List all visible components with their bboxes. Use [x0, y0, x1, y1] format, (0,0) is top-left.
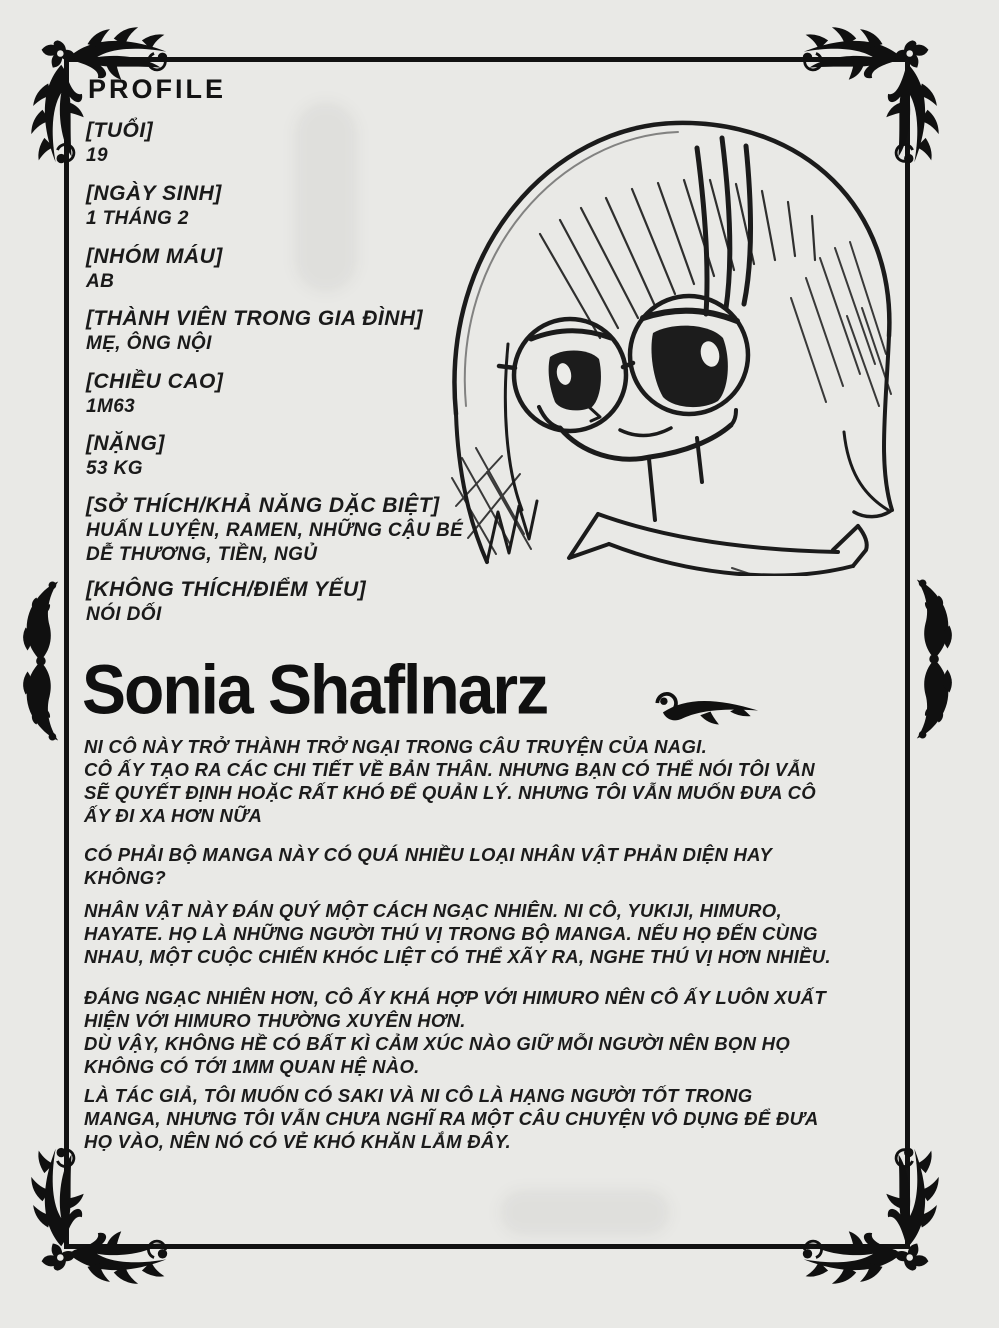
paragraph-line: CÔ ẤY TẠO RA CÁC CHI TIẾT VỀ BẢN THÂN. NHƯNG BẠN CÓ THỂ NÓI TÔI VẪN	[84, 759, 815, 780]
edge-flourish-left-icon	[16, 568, 62, 754]
field-label: [THÀNH VIÊN TRONG GIA ĐÌNH]	[86, 307, 424, 330]
scan-smudge	[295, 102, 357, 292]
field-label: [NGÀY SINH]	[86, 182, 222, 205]
field-label: [SỞ THÍCH/KHẢ NĂNG DẶC BIỆT]	[86, 494, 440, 517]
field-value-line: AB	[86, 271, 115, 292]
edge-flourish-right-icon	[913, 566, 959, 752]
profile-field-birthday	[86, 181, 222, 231]
paragraph-line: HAYATE. HỌ LÀ NHỮNG NGƯỜI THÚ VỊ TRONG BỘ MANGA. NẾU HỌ ĐẾN CÙNG	[84, 923, 818, 944]
corner-flourish-bottom-right-icon	[800, 1145, 950, 1295]
paragraph-line: HIỆN VỚI HIMURO THƯỜNG XUYÊN HƠN.	[84, 1010, 466, 1031]
paragraph-line: HỌ VÀO, NÊN NÓ CÓ VẺ KHÓ KHĂN LẮM ĐÂY.	[84, 1131, 511, 1152]
paragraph-line: SẼ QUYẾT ĐỊNH HOẶC RẤT KHÓ ĐỂ QUẢN LÝ. NHƯNG TÔI VẪN MUỐN ĐƯA CÔ	[84, 782, 816, 803]
field-value-line: DỄ THƯƠNG, TIỀN, NGỦ	[86, 544, 318, 565]
paragraph-line: ĐÁNG NGẠC NHIÊN HƠN, CÔ ẤY KHÁ HỢP VỚI HIMURO NÊN CÔ ẤY LUÔN XUẤT	[84, 987, 826, 1008]
paragraph-line: MANGA, NHƯNG TÔI VẪN CHƯA NGHĨ RA MỘT CÂU CHUYỆN VÔ DỤNG ĐỂ ĐƯA	[84, 1108, 819, 1129]
paragraph-line: CÓ PHẢI BỘ MANGA NÀY CÓ QUÁ NHIỀU LOẠI NHÂN VẬT PHẢN DIỆN HAY	[84, 844, 773, 865]
paragraph	[84, 986, 826, 1078]
field-value-line: 1M63	[86, 396, 136, 417]
paragraph-line: NHÂN VẬT NÀY ĐÁN QUÝ MỘT CÁCH NGẠC NHIÊN. NI CÔ, YUKIJI, HIMURO,	[84, 900, 782, 921]
profile-field-age	[86, 118, 153, 168]
profile-field-dislikes	[86, 577, 366, 627]
paragraph-line: LÀ TÁC GIẢ, TÔI MUỐN CÓ SAKI VÀ NI CÔ LÀ HẠNG NGƯỜI TỐT TRONG	[84, 1085, 753, 1106]
paragraph	[84, 899, 831, 968]
paragraph	[84, 843, 772, 889]
field-value-line: 53 KG	[86, 458, 143, 479]
paragraph	[84, 1084, 819, 1153]
paragraph-line: ẤY ĐI XA HƠN NỮA	[84, 805, 263, 826]
field-label: [NHÓM MÁU]	[86, 245, 223, 268]
field-value-line: 1 THÁNG 2	[86, 208, 189, 229]
scan-smudge	[500, 1190, 670, 1235]
field-value-line: NÓI DỐI	[86, 604, 162, 625]
field-value-line: HUẤN LUYỆN, RAMEN, NHỮNG CẬU BÉ	[86, 520, 464, 541]
field-label: [KHÔNG THÍCH/ĐIỂM YẾU]	[86, 578, 367, 601]
field-label: [CHIỀU CAO]	[86, 370, 224, 393]
name-flourish-icon	[648, 682, 760, 726]
paragraph-line: NI CÔ NÀY TRỞ THÀNH TRỞ NGẠI TRONG CÂU TRUYỆN CỦA NAGI.	[84, 736, 708, 757]
profile-field-family	[86, 306, 423, 356]
character-name: Sonia Shaflnarz	[82, 650, 548, 729]
paragraph-line: DÙ VẬY, KHÔNG HỀ CÓ BẤT KÌ CẢM XÚC NÀO GIỮ MỖI NGƯỜI NÊN BỌN HỌ	[84, 1033, 791, 1054]
profile-field-weight	[86, 431, 165, 481]
field-label: [NẶNG]	[86, 432, 165, 455]
profile-field-blood-type	[86, 244, 223, 294]
paragraph-line: KHÔNG?	[84, 867, 166, 888]
field-value-line: 19	[86, 145, 108, 166]
character-sketch	[392, 76, 912, 576]
field-label: [TUỔI]	[86, 119, 154, 142]
profile-field-height	[86, 369, 223, 419]
profile-heading: PROFILE	[88, 74, 227, 104]
paragraph	[84, 735, 816, 827]
paragraph-line: KHÔNG CÓ TỚI 1MM QUAN HỆ NÀO.	[84, 1056, 420, 1077]
field-value-line: MẸ, ÔNG NỘI	[86, 333, 212, 354]
corner-flourish-bottom-left-icon	[20, 1145, 170, 1295]
paragraph-line: NHAU, MỘT CUỘC CHIẾN KHÓC LIỆT CÓ THỂ XÃY RA, NGHE THÚ VỊ HƠN NHIỀU.	[84, 946, 831, 967]
